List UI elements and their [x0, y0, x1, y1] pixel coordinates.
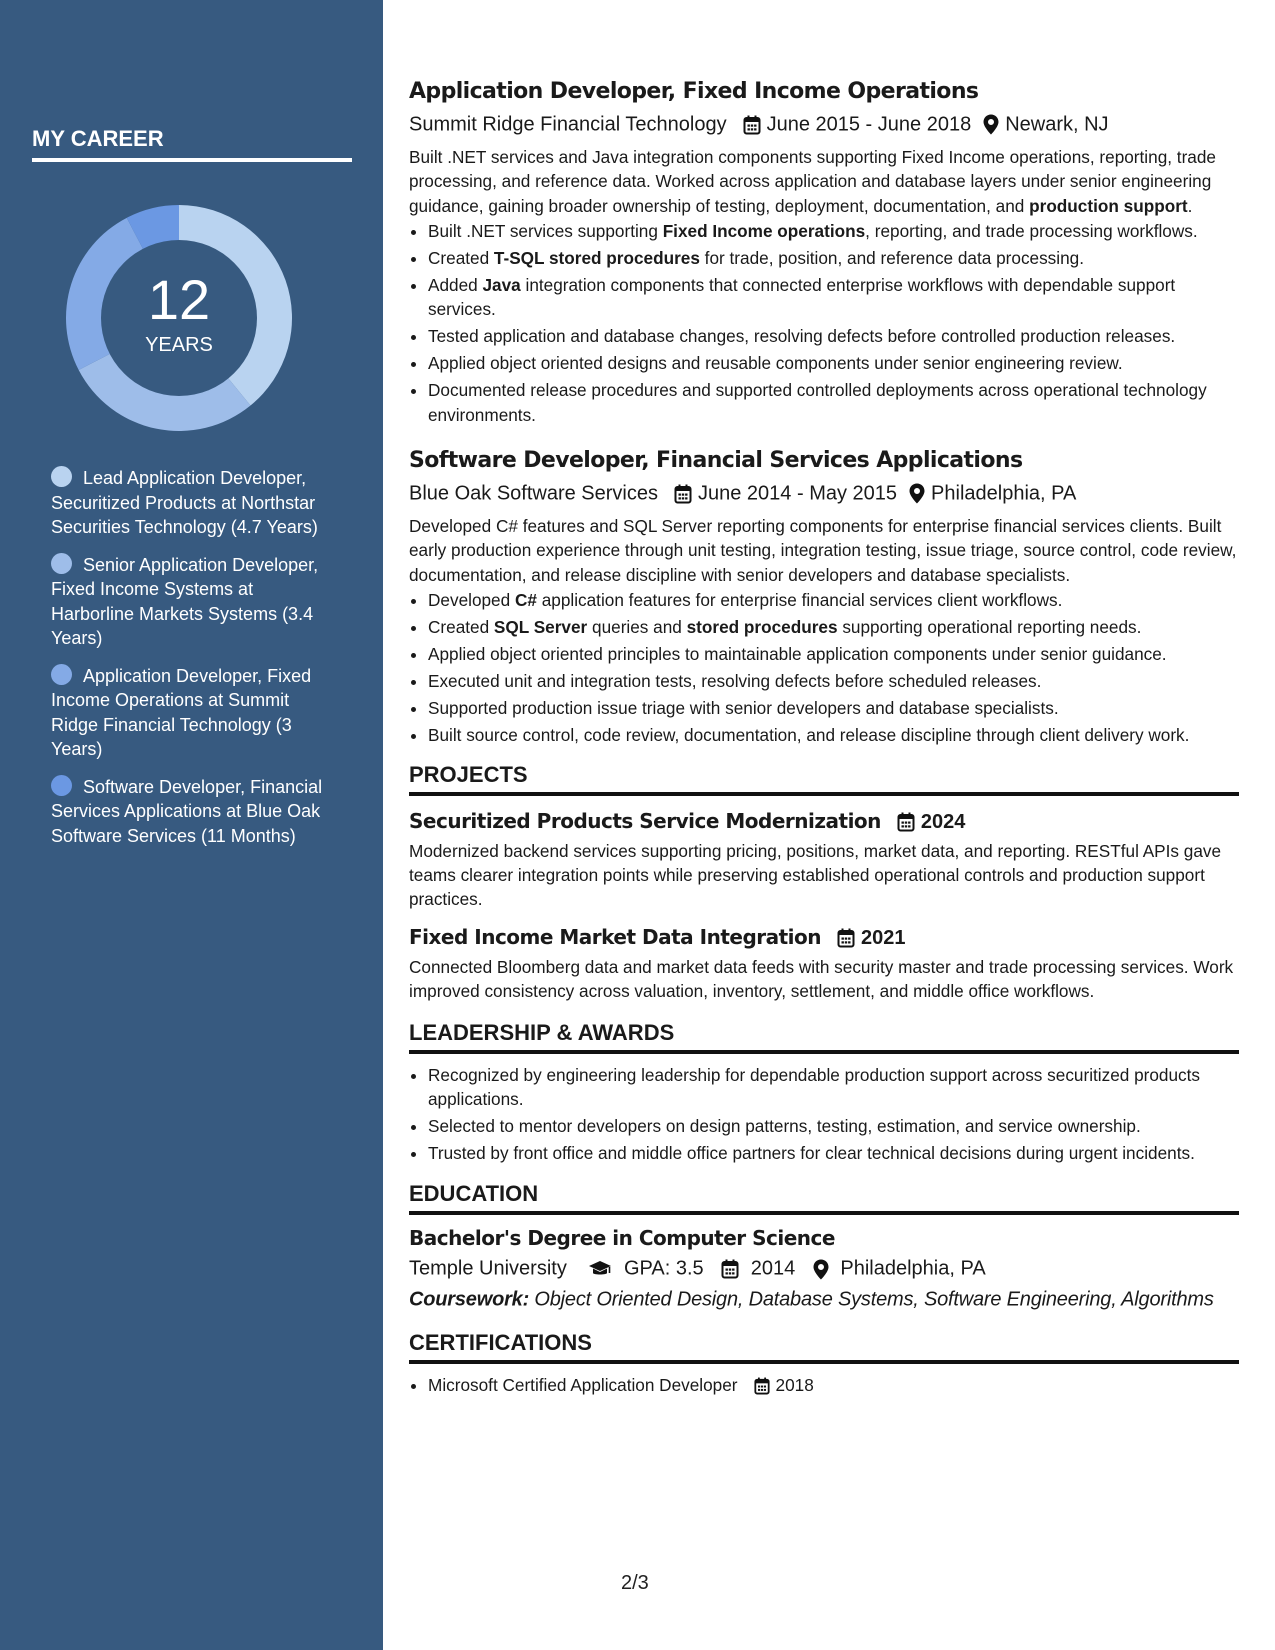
certification-name: Microsoft Certified Application Developer [428, 1374, 738, 1395]
list-item [428, 588, 1239, 612]
list-item [428, 273, 1239, 322]
text: Applied object oriented designs and reusable components under senior engineering review. [428, 353, 1123, 374]
degree-title: Bachelor's Degree in Computer Science [409, 1226, 835, 1251]
career-item [51, 664, 331, 762]
job-bullets [409, 588, 1239, 747]
school-name: Temple University [409, 1258, 567, 1281]
coursework-label: Coursework: [409, 1288, 530, 1311]
text: Executed unit and integration tests, resolving defects before scheduled releases. [428, 671, 1042, 692]
list-item [428, 723, 1239, 747]
text: application features for enterprise financial services client workflows. [536, 590, 1063, 611]
job-location: Newark, NJ [1005, 113, 1109, 136]
project-title-row [409, 924, 1239, 951]
list-item [428, 351, 1239, 375]
projects-list [409, 808, 1239, 1004]
legend-dot-icon [51, 775, 72, 796]
job-title: Application Developer, Fixed Income Operations [409, 79, 979, 104]
education-heading: EDUCATION [409, 1181, 1239, 1215]
text: Created [428, 617, 494, 638]
education-meta [409, 1254, 1239, 1283]
text: supporting operational reporting needs. [837, 617, 1142, 638]
total-years-unit: YEARS [145, 334, 213, 356]
text: , reporting, and trade processing workflows. [865, 220, 1198, 241]
project-title-row [409, 808, 1239, 835]
gpa: GPA: 3.5 [623, 1258, 704, 1281]
calendar-icon [837, 928, 855, 948]
job-entry [409, 447, 1239, 747]
job-summary [409, 145, 1239, 218]
total-years-number: 12 [147, 268, 211, 331]
text: Built .NET services supporting [428, 220, 663, 241]
certification-item [428, 1373, 1239, 1397]
bold-text: Fixed Income operations [662, 220, 866, 241]
job-bullets [409, 219, 1239, 427]
graduation-cap-icon [588, 1260, 612, 1278]
project-year: 2024 [920, 810, 966, 833]
text: Developed C# features and SQL Server reporting components for enterprise financial services clients. Built early production experience through unit testing, integration testing, issue triage, source control, code review, documentation, and release discipline with senior developers and database specialists. [409, 515, 1237, 585]
map-pin-icon [909, 483, 925, 504]
text: Built source control, code review, documentation, and release discipline through client delivery work. [428, 725, 1190, 746]
list-item [428, 246, 1239, 270]
graduation-year: 2014 [750, 1258, 796, 1281]
project-title: Fixed Income Market Data Integration [409, 924, 822, 949]
map-pin-icon [813, 1259, 829, 1280]
text: Added [428, 274, 483, 295]
map-pin-icon [983, 114, 999, 135]
job-meta [409, 479, 1239, 508]
list-item [428, 642, 1239, 666]
text: Documented release procedures and supported controlled deployments across operational technology environments. [428, 380, 1207, 425]
career-item-label: Application Developer, Fixed Income Operations at Summit Ridge Financial Technology (3 Years) [51, 665, 312, 759]
calendar-icon [674, 484, 692, 504]
job-summary [409, 514, 1239, 587]
certifications-heading: CERTIFICATIONS [409, 1330, 1239, 1364]
certification-year: 2018 [775, 1374, 814, 1395]
text: Tested application and database changes, resolving defects before controlled production releases. [428, 326, 1176, 347]
text: Built .NET services and Java integration components supporting Fixed Income operations, reporting, trade processing, and reference data. Worked across application and database layers under senior engineering guidance, gaining broader ownership of testing, deployment, documentation, and [409, 146, 1216, 216]
bold-text: Java [482, 274, 521, 295]
project-description: Connected Bloomberg data and market data feeds with security master and trade processing services. Work improved consistency across valuation, inventory, settlement, and middle office workflows. [409, 956, 1234, 1002]
list-item: • Recognized by engineering leadership for dependable production support across securitized products applications. [428, 1063, 1239, 1112]
job-dates: June 2015 - June 2018 [766, 113, 972, 136]
legend-dot-icon [51, 553, 72, 574]
bold-text: production support [1029, 195, 1188, 216]
coursework-list: Object Oriented Design, Database Systems, Software Engineering, Algorithms [529, 1288, 1214, 1311]
career-list [51, 466, 331, 861]
calendar-icon [721, 1259, 739, 1279]
project-title: Securitized Products Service Modernization [409, 808, 881, 833]
legend-dot-icon [51, 664, 72, 685]
career-item [51, 553, 331, 651]
job-meta [409, 110, 1239, 139]
career-item-label: Lead Application Developer, Securitized Products at Northstar Securities Technology (4.7 Years) [51, 468, 318, 537]
bold-text: C# [514, 590, 537, 611]
bold-text: SQL Server [493, 617, 588, 638]
page-number: 2/3 [621, 1572, 649, 1594]
calendar-icon [897, 812, 915, 832]
projects-heading: PROJECTS [409, 762, 1239, 796]
job-location: Philadelphia, PA [931, 482, 1077, 505]
list-item [428, 615, 1239, 639]
company-name: Summit Ridge Financial Technology [409, 113, 727, 136]
project-year: 2021 [861, 926, 906, 949]
career-item [51, 466, 331, 540]
list-item [428, 324, 1239, 348]
text: Created [428, 247, 494, 268]
school-location: Philadelphia, PA [840, 1258, 986, 1281]
list-item [428, 378, 1239, 427]
text: . [1187, 195, 1193, 216]
text: Developed [428, 590, 515, 611]
text: queries and [587, 617, 687, 638]
main-content [409, 78, 1239, 1400]
certifications-list [409, 1373, 1239, 1397]
list-item: • Trusted by front office and middle office partners for clear technical decisions during urgent incidents. [428, 1141, 1239, 1165]
text: integration components that connected enterprise workflows with dependable support services. [428, 274, 1176, 320]
text: Supported production issue triage with senior developers and database specialists. [428, 698, 1059, 719]
job-dates: June 2014 - May 2015 [698, 482, 898, 505]
calendar-icon [743, 115, 761, 135]
career-item [51, 775, 331, 849]
career-item-label: Senior Application Developer, Fixed Income Systems at Harborline Markets Systems (3.4 Years) [51, 554, 319, 648]
list-item: • Selected to mentor developers on design patterns, testing, estimation, and service ownership. [428, 1114, 1239, 1138]
calendar-icon [754, 1377, 770, 1395]
project-description: Modernized backend services supporting pricing, positions, market data, and reporting. RESTful APIs gave teams clearer integration points while preserving established operational controls and production support practices. [409, 840, 1222, 910]
bold-text: stored procedures [686, 617, 838, 638]
experience-list [409, 78, 1239, 748]
job-entry [409, 78, 1239, 427]
list-item [428, 219, 1239, 243]
list-item [428, 696, 1239, 720]
company-name: Blue Oak Software Services [409, 482, 658, 505]
list-item [428, 669, 1239, 693]
leadership-list [409, 1063, 1239, 1166]
text: Applied object oriented principles to maintainable application components under senior guidance. [428, 644, 1167, 665]
sidebar [0, 0, 383, 1650]
career-title: MY CAREER [32, 126, 352, 162]
legend-dot-icon [51, 466, 72, 487]
text: for trade, position, and reference data processing. [699, 247, 1084, 268]
bold-text: T-SQL stored procedures [493, 247, 700, 268]
coursework [409, 1285, 1239, 1314]
job-title: Software Developer, Financial Services Applications [409, 448, 1023, 474]
career-donut-chart [66, 205, 292, 431]
leadership-heading: LEADERSHIP & AWARDS [409, 1020, 1239, 1054]
career-item-label: Software Developer, Financial Services Applications at Blue Oak Software Services (11 Months) [51, 776, 323, 846]
